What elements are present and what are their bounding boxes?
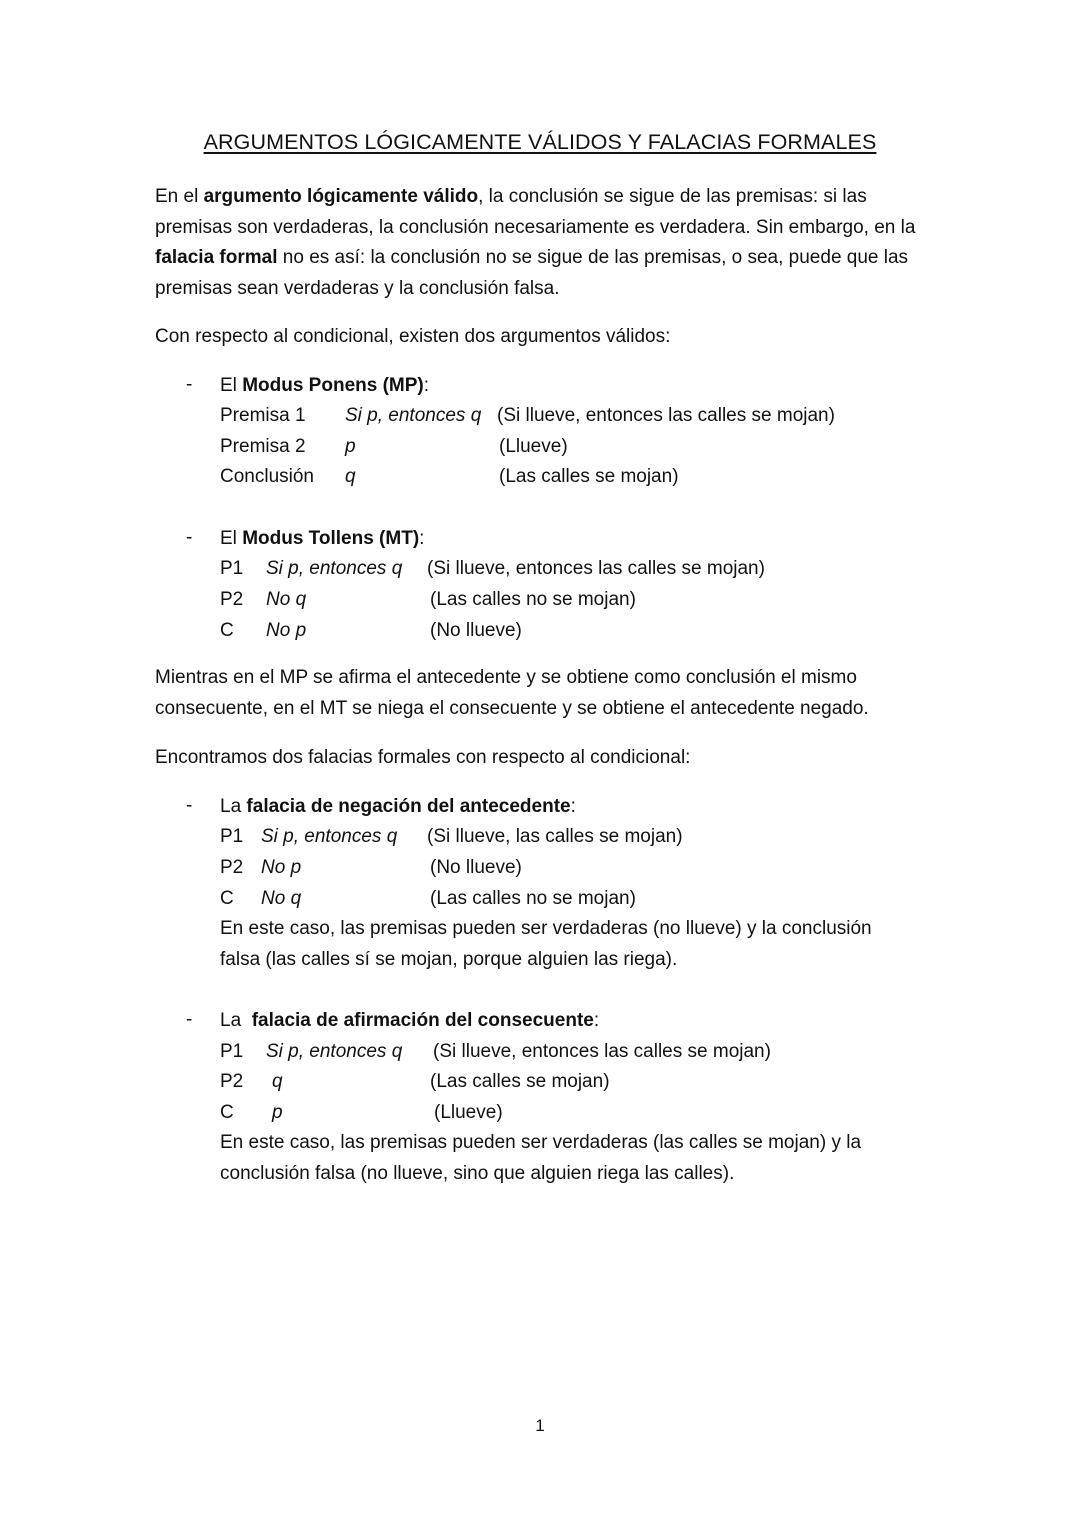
da-row-label: P2 [220,857,244,878]
mp-row-example: (Si llueve, entonces las calles se mojan) [497,405,835,426]
mp-row-example: (Llueve) [499,436,568,457]
mt-heading [220,527,424,551]
da-row-label: P1 [220,826,244,847]
ac-row-formula [272,1101,283,1125]
mp-row-formula [345,465,356,489]
intro-text-3: no es así: la conclusión no se sigue de las premisas, o sea, puede que las premisas sean verdaderas y la conclusión falsa. [155,247,909,299]
page-number: 1 [535,1416,545,1435]
bullet-dash: - [186,527,193,548]
intro-paragraph [155,182,935,304]
ac-explanation-line-2: conclusión falsa (no llueve, sino que alguien riega las calles). [220,1163,735,1184]
ac-suffix: : [593,1010,600,1031]
mp-heading [220,374,429,398]
da-name: falacia de negación del antecedente [246,796,571,817]
ac-row-example: (Llueve) [434,1102,503,1123]
da-row-example: (Si llueve, las calles se mojan) [427,826,683,847]
formula: q [345,466,356,487]
intro-text-2: , la conclusión se sigue de las premisas: si las premisas son verdaderas, la conclusión necesariamente es verdadera. Sin embargo, en la [155,186,916,238]
mt-row-formula [266,588,306,612]
ac-row-formula [272,1070,283,1094]
mp-row-label: Premisa 1 [220,405,306,426]
comparison-paragraph: Mientras en el MP se afirma el antecedente y se obtiene como conclusión el mismo consecuente, en el MT se niega el consecuente y se obtiene el antecedente negado. [155,667,869,719]
da-row-example: (No llueve) [430,857,522,878]
bullet-dash: - [186,1009,193,1030]
mt-suffix: : [419,528,425,549]
formula: Si p, entonces q [266,1041,403,1062]
mt-name: Modus Tollens (MT) [242,528,420,549]
da-explanation-line-2: falsa (las calles sí se mojan, porque alguien las riega). [220,949,678,970]
affirming-consequent-heading [220,1009,599,1033]
da-explanation-line-1: En este caso, las premisas pueden ser verdaderas (no llueve) y la conclusión [220,918,872,939]
ac-row-label: P2 [220,1071,244,1092]
ac-explanation-line-1: En este caso, las premisas pueden ser verdaderas (las calles se mojan) y la [220,1132,862,1153]
fallacies-intro: Encontramos dos falacias formales con respecto al condicional: [155,747,691,768]
mt-row-formula [266,619,306,643]
mt-row-example: (No llueve) [430,620,522,641]
mp-row-example: (Las calles se mojan) [499,466,679,487]
ac-row-label: P1 [220,1041,244,1062]
formula: Si p, entonces q [261,826,398,847]
formula: p [345,436,356,457]
formula: No q [266,589,307,610]
da-row-example: (Las calles no se mojan) [430,888,636,909]
ac-prefix: La [220,1010,252,1031]
mp-row-formula [345,435,356,459]
term-valid-argument: argumento lógicamente válido [203,186,479,207]
mt-row-label: P2 [220,589,244,610]
formula: Si p, entonces q [266,558,403,579]
formula: p [272,1102,283,1123]
mp-name: Modus Ponens (MP) [242,375,424,396]
mt-row-label: C [220,620,234,641]
formula: q [272,1071,283,1092]
term-formal-fallacy: falacia formal [155,247,278,268]
mp-row-label: Premisa 2 [220,436,306,457]
da-row-formula [261,856,301,880]
ac-row-label: C [220,1102,234,1123]
mp-row-formula [345,404,481,428]
formula: Si p, entonces q [345,405,482,426]
da-row-formula [261,887,301,911]
mt-row-example: (Las calles no se mojan) [430,589,636,610]
mp-suffix: : [423,375,430,396]
da-prefix: La [220,796,247,817]
ac-name: falacia de afirmación del consecuente [251,1010,594,1031]
intro-text-1: En el [155,186,204,207]
mt-prefix: El [220,528,243,549]
formula: No p [261,857,302,878]
denying-antecedent-heading [220,795,576,819]
formula: No p [266,620,307,641]
formula: No q [261,888,302,909]
mp-row-label: Conclusión [220,466,314,487]
mt-row-label: P1 [220,558,244,579]
mp-prefix: El [220,375,243,396]
da-row-formula [261,825,397,849]
da-suffix: : [570,796,576,817]
ac-row-formula [266,1040,402,1064]
da-row-label: C [220,888,234,909]
mt-row-formula [266,557,402,581]
bullet-dash: - [186,795,193,816]
ac-row-example: (Las calles se mojan) [430,1071,610,1092]
bullet-dash: - [186,374,193,395]
ac-row-example: (Si llueve, entonces las calles se mojan) [433,1041,771,1062]
mt-row-example: (Si llueve, entonces las calles se mojan) [427,558,765,579]
valid-intro: Con respecto al condicional, existen dos argumentos válidos: [155,326,671,347]
page-title: ARGUMENTOS LÓGICAMENTE VÁLIDOS Y FALACIAS FORMALES [203,130,877,154]
